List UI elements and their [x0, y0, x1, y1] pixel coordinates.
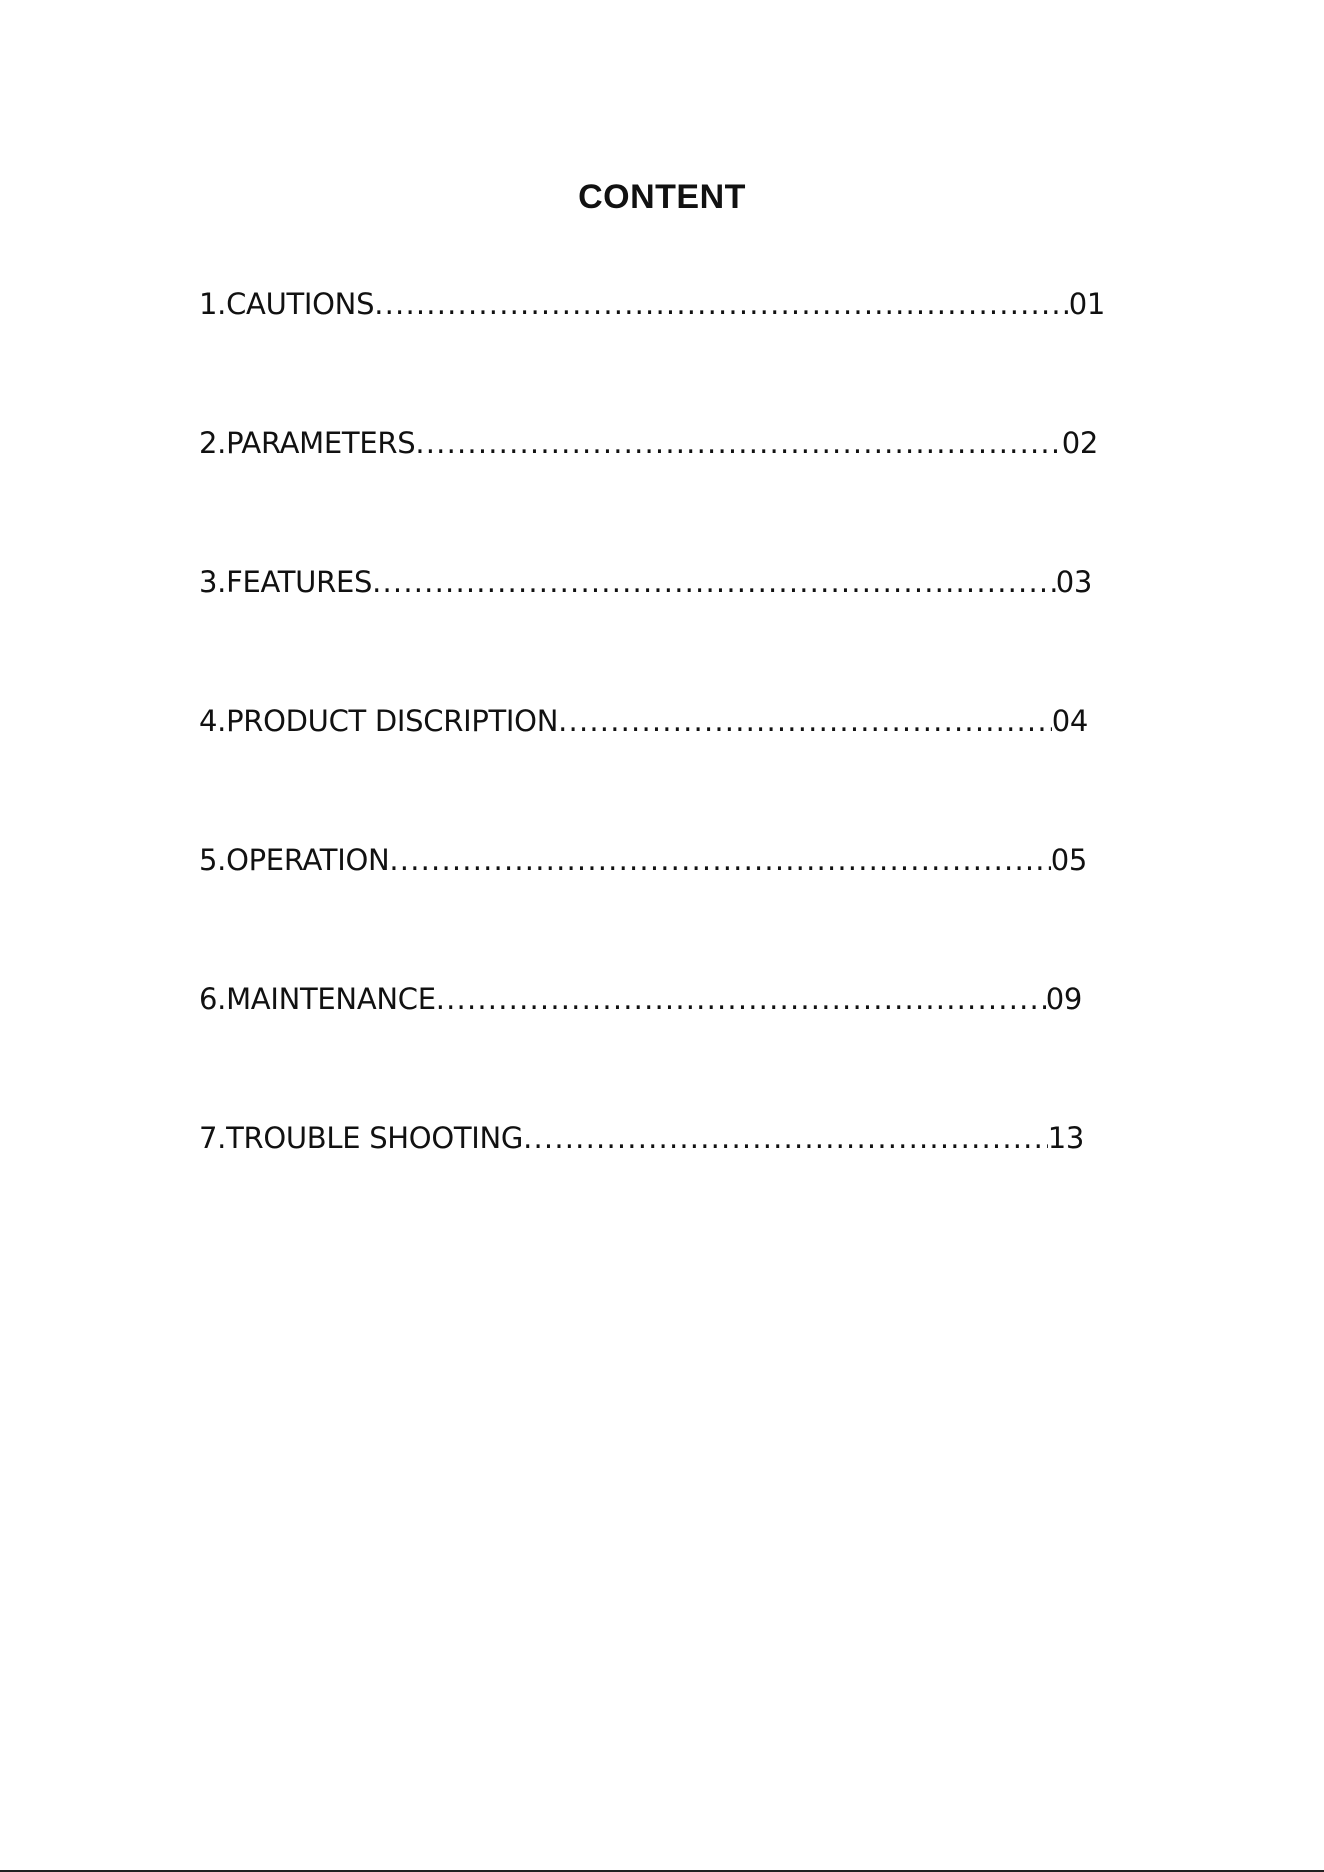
toc-dot-leader	[523, 1124, 1048, 1153]
toc-dot-leader	[372, 568, 1056, 597]
toc-entry-label: PARAMETERS	[226, 426, 416, 460]
toc-entry-parameters[interactable]	[199, 426, 1098, 473]
toc-entry-label: CAUTIONS	[226, 287, 375, 321]
toc-entry-features[interactable]	[199, 565, 1092, 612]
toc-entry-label: MAINTENANCE	[226, 982, 436, 1016]
toc-entry-product-discription[interactable]	[199, 704, 1088, 751]
toc-entry-page: 02	[1061, 426, 1098, 460]
toc-entry-page: 13	[1047, 1121, 1084, 1155]
toc-entry-number: 4.	[199, 704, 227, 738]
toc-entry-label: FEATURES	[226, 565, 373, 599]
toc-entry-page: 09	[1045, 982, 1082, 1016]
toc-entry-maintenance[interactable]	[199, 982, 1082, 1029]
toc-dot-leader	[436, 985, 1046, 1014]
toc-dot-leader	[415, 429, 1061, 458]
toc-entry-number: 6.	[199, 982, 227, 1016]
toc-dot-leader	[389, 846, 1050, 875]
toc-entry-page: 04	[1051, 704, 1088, 738]
toc-dot-leader	[374, 290, 1069, 319]
toc-entry-operation[interactable]	[199, 843, 1087, 890]
page-title: CONTENT	[578, 178, 746, 216]
toc-entry-number: 7.	[199, 1121, 227, 1155]
toc-entry-label: OPERATION	[226, 843, 390, 877]
toc-entry-trouble-shooting[interactable]	[199, 1121, 1084, 1168]
toc-entry-number: 3.	[199, 565, 227, 599]
toc-entry-cautions[interactable]	[199, 287, 1105, 334]
toc-entry-label: PRODUCT DISCRIPTION	[226, 704, 559, 738]
toc-entry-label: TROUBLE SHOOTING	[226, 1121, 524, 1155]
toc-dot-leader	[558, 707, 1052, 736]
toc-entry-page: 05	[1050, 843, 1087, 877]
toc-entry-number: 1.	[199, 287, 227, 321]
toc-entry-number: 2.	[199, 426, 227, 460]
toc-entry-number: 5.	[199, 843, 227, 877]
toc-entry-page: 03	[1055, 565, 1092, 599]
toc-entry-page: 01	[1068, 287, 1105, 321]
